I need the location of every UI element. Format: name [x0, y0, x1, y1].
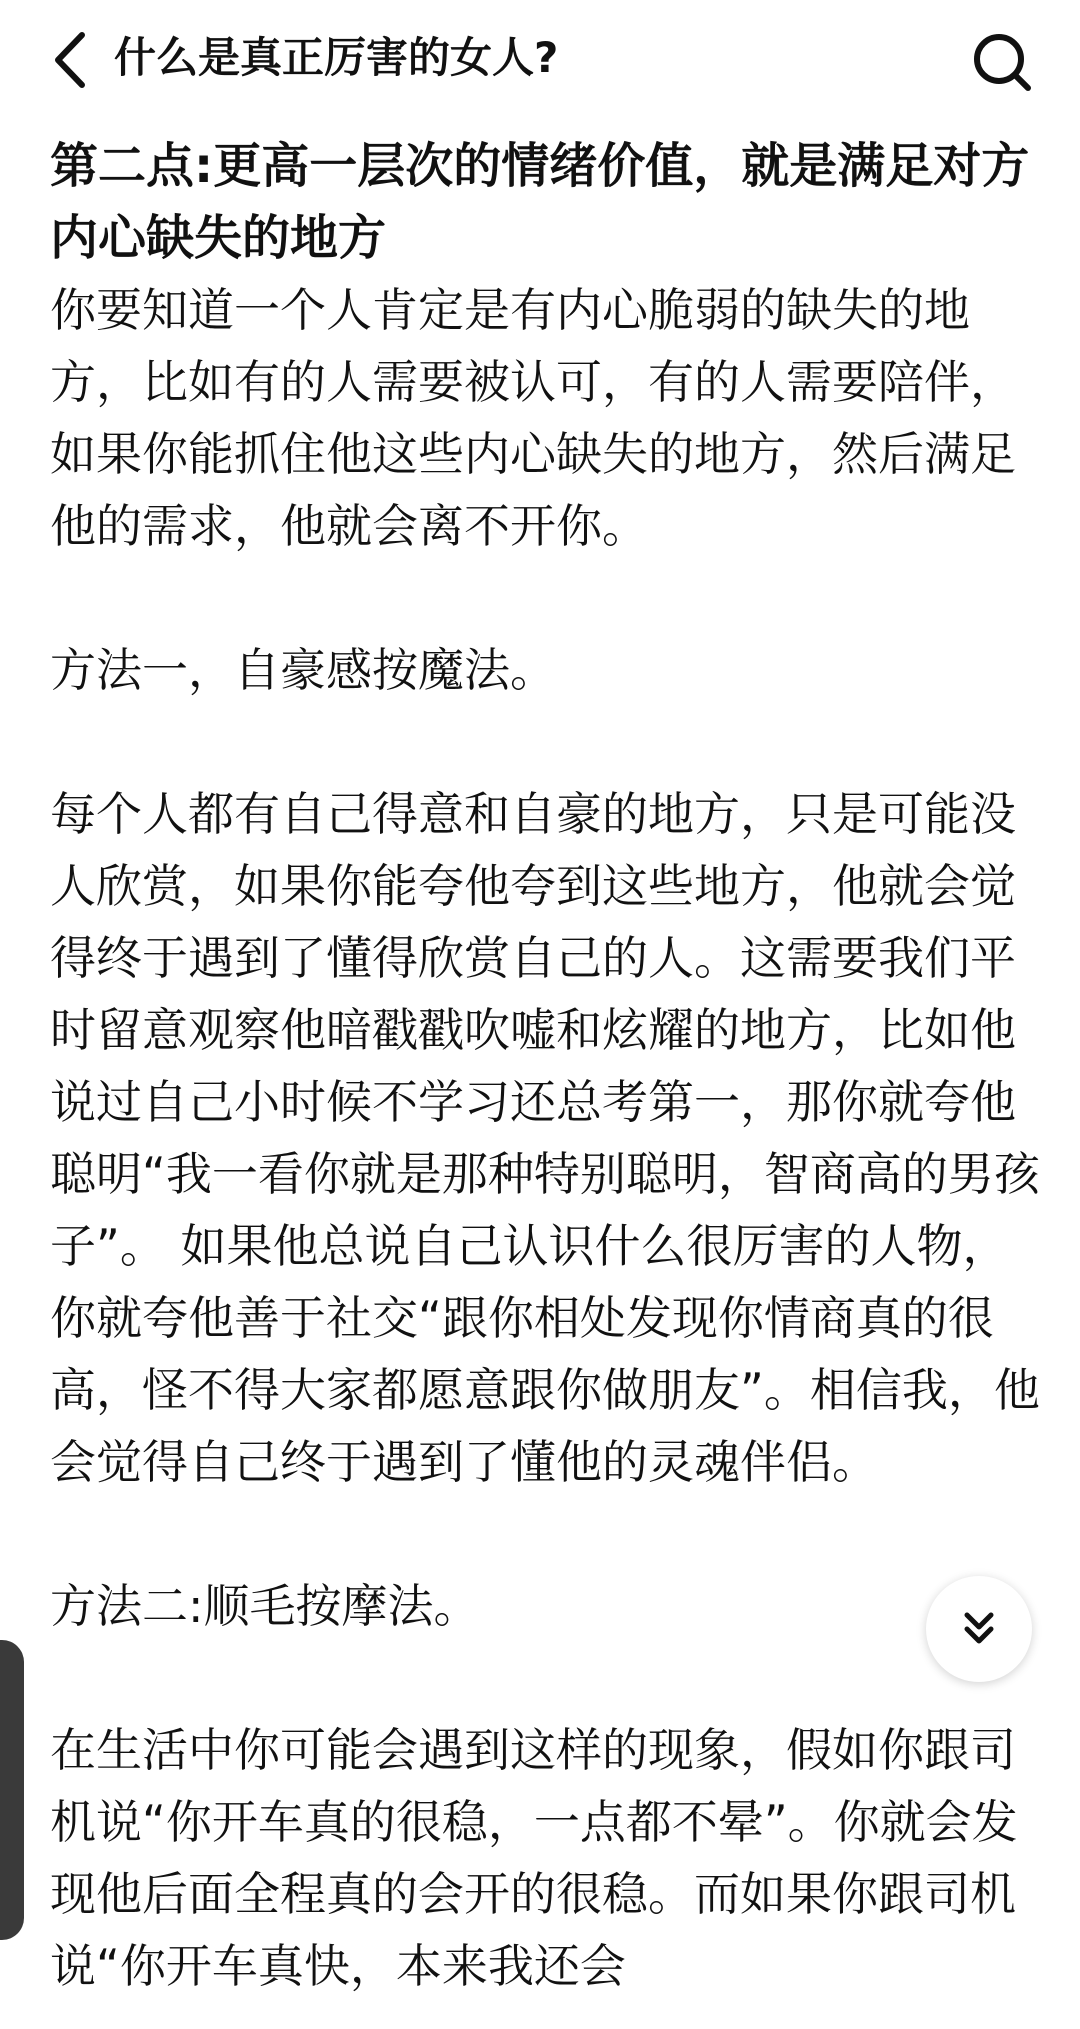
article-paragraph: 每个人都有自己得意和自豪的地方，只是可能没人欣赏，如果你能夸他夸到这些地方，他就会觉得终于遇到了懂得欣赏自己的人。这需要我们平时留意观察他暗戳戳吹嘘和炫耀的地方，比如他说过自己小时候不学习还总考第一，那你就夸他聪明“我一看你就是那种特别聪明，智商高的男孩子”。 如果他总说自己认识什么很厉害的人物，你就夸他善于社交“跟你相处发现你情商真的很高，怪不得大家都愿意跟你做朋友”。相信我，他会觉得自己终于遇到了懂他的灵魂伴侣。	[50, 787, 1040, 1489]
scroll-to-bottom-button[interactable]	[926, 1576, 1032, 1682]
section-title: 第二点:更高一层次的情绪价值，就是满足对方内心缺失的地方	[50, 138, 1030, 266]
article-body	[50, 130, 1040, 2002]
chevron-left-icon	[52, 31, 88, 89]
search-icon	[970, 30, 1034, 94]
method-heading: 方法一，自豪感按魔法。	[50, 643, 556, 697]
double-chevron-down-icon	[959, 1609, 999, 1649]
method-heading: 方法二:顺毛按摩法。	[50, 1579, 480, 1633]
article-paragraph: 在生活中你可能会遇到这样的现象，假如你跟司机说“你开车真的很稳，一点都不晕”。你就会发现他后面全程真的会开的很稳。而如果你跟司机说“你开车真快，本来我还会	[50, 1723, 1018, 1993]
paragraph-gap	[50, 706, 1040, 778]
paragraph-gap	[50, 1642, 1040, 1714]
paragraph-gap	[50, 1498, 1040, 1570]
side-drawer-handle[interactable]	[0, 1640, 24, 1940]
article-paragraph: 你要知道一个人肯定是有内心脆弱的缺失的地方，比如有的人需要被认可，有的人需要陪伴，如果你能抓住他这些内心缺失的地方，然后满足他的需求，他就会离不开你。	[50, 283, 1016, 553]
page-title: 什么是真正厉害的女人?	[114, 33, 559, 82]
top-bar	[0, 0, 1080, 120]
search-button[interactable]	[962, 24, 1042, 100]
back-button[interactable]	[40, 22, 100, 98]
paragraph-gap	[50, 562, 1040, 634]
